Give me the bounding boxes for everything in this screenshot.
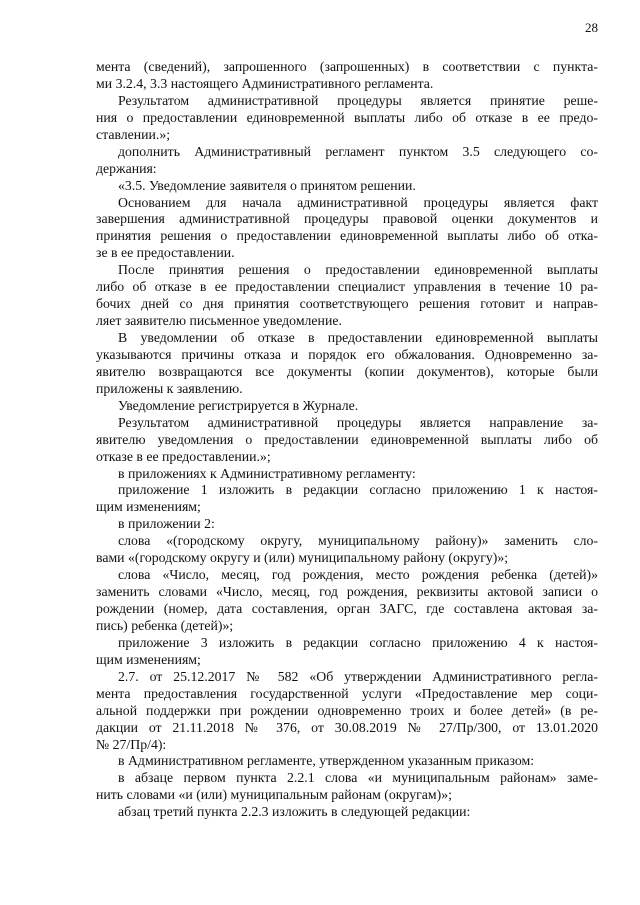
- text-line: в абзаце первом пункта 2.2.1 слова «и муниципальным районам» заме-: [118, 770, 598, 786]
- paragraph: [96, 482, 598, 516]
- text-line: заменить словами «Число, месяц, год рождения, реквизиты актовой записи о: [96, 584, 598, 600]
- text-line: бочих дней со дня принятия соответствующего решения готовит и направ-: [96, 296, 598, 312]
- text-line: в Административном регламенте, утвержденном указанным приказом:: [118, 753, 535, 769]
- text-line: завершения административной процедуры правовой оценки документов и: [96, 211, 598, 227]
- text-line: приложение 1 изложить в редакции согласно приложению 1 к настоя-: [118, 482, 598, 498]
- text-line: № 27/Пр/4):: [96, 736, 167, 752]
- paragraph: [96, 178, 598, 195]
- text-line: ставлении.»;: [96, 126, 171, 142]
- paragraph: [96, 669, 598, 754]
- text-line: щим изменениям;: [96, 499, 201, 515]
- paragraph: [96, 398, 598, 415]
- paragraph: [96, 753, 598, 770]
- text-line: либо об отказе в ее предоставлении специалист управления в течение 10 ра-: [96, 279, 598, 295]
- text-line: слова «(городскому округу, муниципальному району)» заменить сло-: [118, 533, 598, 549]
- paragraph: [96, 466, 598, 483]
- paragraph: [96, 804, 598, 821]
- text-line: приложение 3 изложить в редакции согласно приложению 4 к настоя-: [118, 634, 598, 650]
- text-line: в приложении 2:: [118, 516, 215, 532]
- paragraph: [96, 59, 598, 93]
- text-line: рождении (номер, дата составления, орган ЗАГС, где составлена актовая за-: [96, 601, 598, 616]
- text-line: дакции от 21.11.2018 № 376, от 30.08.2019 № 27/Пр/300, от 13.01.2020: [96, 719, 598, 735]
- text-line: принятия решения о предоставлении единовременной выплаты либо об отка-: [96, 228, 598, 244]
- text-line: «3.5. Уведомление заявителя о принятом решении.: [118, 177, 416, 193]
- text-line: зе в ее предоставлении.: [96, 245, 235, 261]
- text-line: приложены к заявлению.: [96, 380, 243, 396]
- text-line: указываются причины отказа и порядок его обжалования. Одновременно за-: [96, 346, 598, 362]
- paragraph: [96, 567, 598, 635]
- text-line: вами «(городскому округу и (или) муниципальному району (округу)»;: [96, 550, 509, 566]
- text-line: Результатом административной процедуры является направление за-: [118, 414, 598, 430]
- paragraph: [96, 415, 598, 466]
- text-line: абзац третий пункта 2.2.3 изложить в следующей редакции:: [118, 804, 471, 820]
- paragraph: [96, 330, 598, 398]
- text-line: явителю возвращаются все документы (копии документов), которые были: [96, 363, 598, 379]
- text-line: дополнить Административный регламент пунктом 3.5 следующего со-: [118, 143, 598, 159]
- text-line: держания:: [96, 160, 157, 176]
- paragraph: [96, 195, 598, 263]
- page-number: 28: [585, 20, 598, 35]
- text-line: мента (сведений), запрошенного (запрошенных) в соответствии с пункта-: [96, 59, 598, 74]
- text-line: мента предоставления государственной услуги «Предоставление мер соци-: [96, 685, 598, 701]
- text-line: слова «Число, месяц, год рождения, место рождения ребенка (детей)»: [118, 567, 598, 583]
- text-line: явителю уведомления о предоставлении единовременной выплаты либо об: [96, 431, 598, 447]
- text-line: В уведомлении об отказе в предоставлении единовременной выплаты: [118, 330, 598, 345]
- paragraph: [96, 93, 598, 144]
- document-body: [96, 59, 598, 821]
- text-line: 2.7. от 25.12.2017 № 582 «Об утверждении Административного регла-: [118, 668, 598, 684]
- text-line: в приложениях к Административному регламенту:: [118, 465, 416, 481]
- text-line: Уведомление регистрируется в Журнале.: [118, 397, 359, 413]
- text-line: ляет заявителю письменное уведомление.: [96, 313, 342, 329]
- paragraph: [96, 770, 598, 804]
- paragraph: [96, 144, 598, 178]
- text-line: отказе в ее предоставлении.»;: [96, 448, 271, 464]
- text-line: Основанием для начала административной процедуры является факт: [118, 194, 598, 210]
- text-line: Результатом административной процедуры является принятие реше-: [118, 92, 598, 108]
- paragraph: [96, 533, 598, 567]
- paragraph: [96, 262, 598, 330]
- paragraph: [96, 635, 598, 669]
- text-line: ния о предоставлении единовременной выплаты либо об отказе в ее предо-: [96, 109, 598, 125]
- paragraph: [96, 516, 598, 533]
- text-line: нить словами «и (или) муниципальным районам (округам)»;: [96, 787, 452, 803]
- text-line: ми 3.2.4, 3.3 настоящего Административного регламента.: [96, 75, 434, 91]
- text-line: альной поддержки при рождении одновременно троих и более детей» (в ре-: [96, 702, 598, 718]
- text-line: щим изменениям;: [96, 651, 201, 667]
- text-line: После принятия решения о предоставлении единовременной выплаты: [118, 262, 598, 278]
- text-line: пись) ребенка (детей)»;: [96, 617, 234, 633]
